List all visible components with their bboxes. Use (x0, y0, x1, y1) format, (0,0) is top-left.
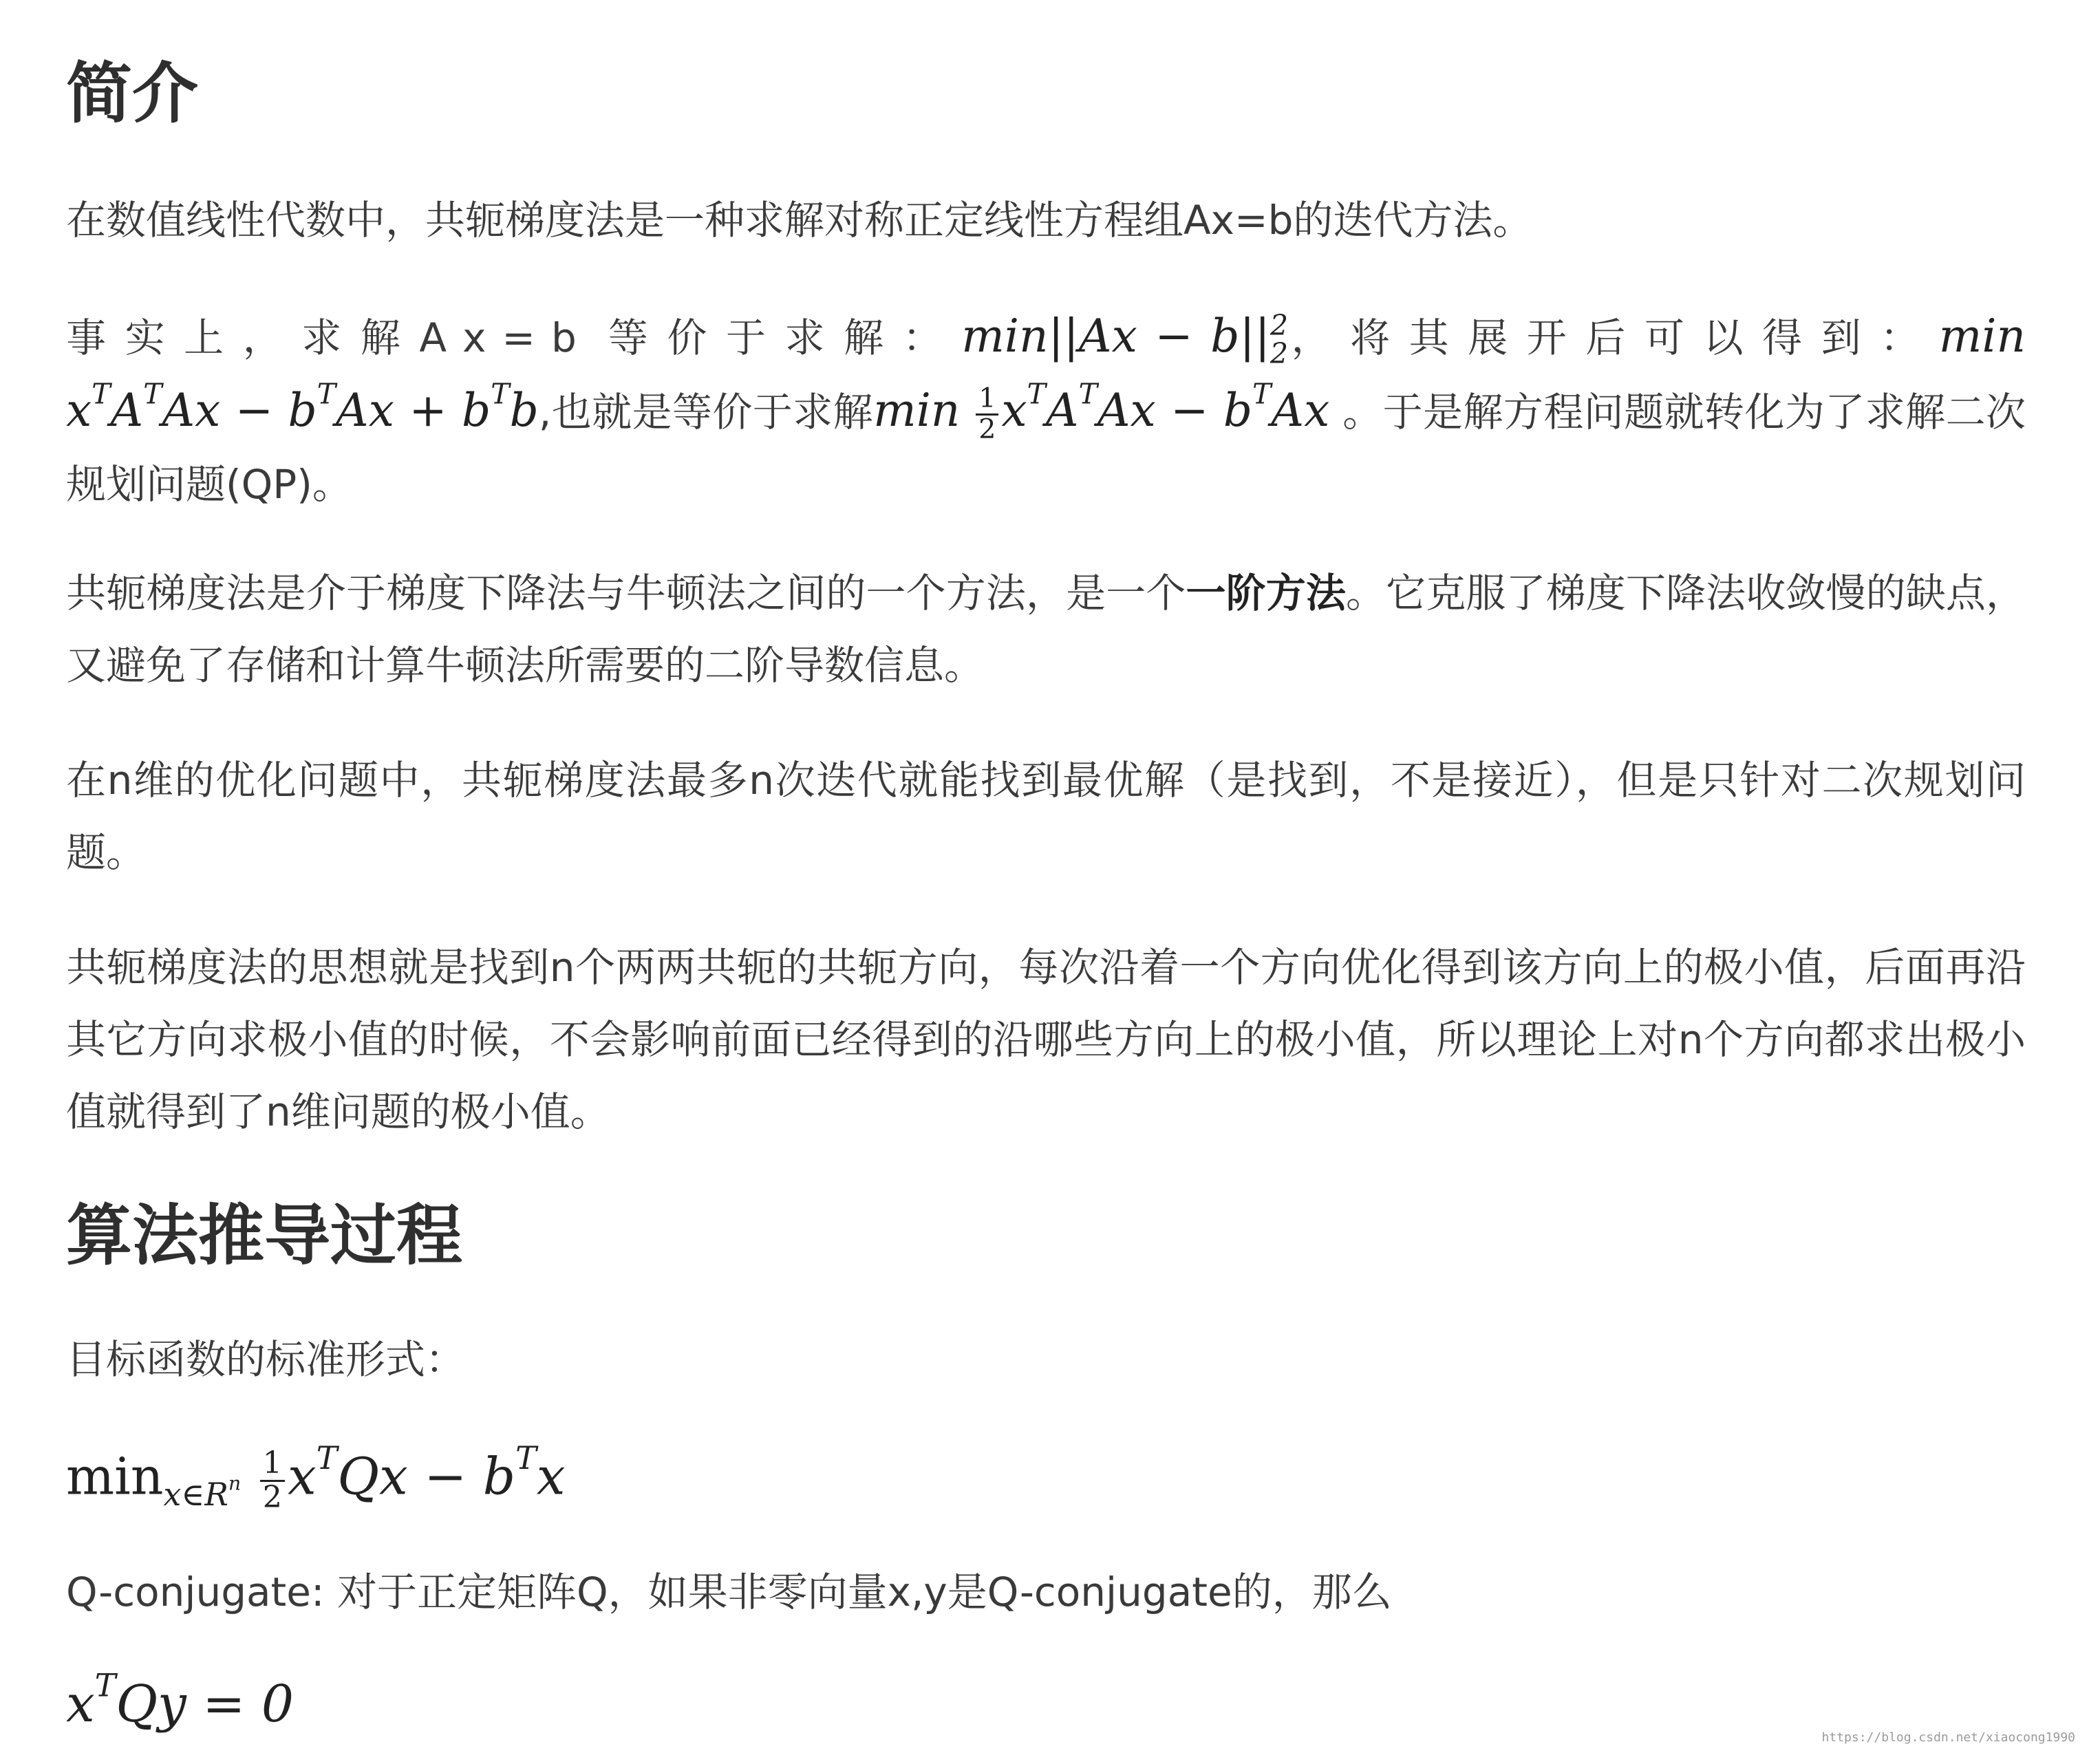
eq-min-sub-sup: n (228, 1471, 242, 1494)
math-norm-scripts (1270, 309, 1288, 370)
math-reduced (973, 377, 1330, 445)
math-expr1-a-sup: T (92, 377, 111, 411)
eq-min-sub: x∈R (163, 1475, 228, 1513)
eq-term-a: x (287, 1447, 317, 1507)
math-expr1-d: Ax + b (336, 384, 491, 437)
math-expr2-c: Ax − b (1097, 384, 1253, 437)
math-norm-body: min||Ax − b|| (961, 310, 1270, 363)
paragraph-objective-intro: 目标函数的标准形式： (66, 1336, 466, 1383)
text-before-bold: 共轭梯度法是介于梯度下降法与牛顿法之间的一个方法，是一个 (66, 570, 1186, 616)
math-norm-sup: 2 (1270, 309, 1288, 343)
eq-min: min (66, 1447, 164, 1507)
text-lead: 事实上，求解 (66, 314, 420, 361)
equation-conjugacy (66, 1666, 294, 1734)
text-mid: ,也就是等价于求解 (538, 389, 874, 435)
section-heading-derivation: 算法推导过程 (66, 1197, 462, 1274)
eq-cond-a: x (66, 1675, 95, 1734)
paragraph-idea: 共轭梯度法的思想就是找到n个两两共轭的共轭方向，每次沿着一个方向优化得到该方向上的极小值，后面再沿其它方向求极小值的时候，不会影响前面已经得到的沿哪些方向上的极小值，所以理论上对n个方向都求出极小值就得到了n维问题的极小值。 (66, 944, 2026, 1135)
math-expr2-a-sup: T (1027, 377, 1046, 411)
paragraph-n-iterations: 在n维的优化问题中，共轭梯度法最多n次迭代就能找到最优解（是找到，不是接近），但是只针对二次规划问题。 (66, 757, 2026, 876)
eq-fraction-numerator: 1 (260, 1448, 285, 1482)
math-expr2-d: Ax (1271, 384, 1330, 437)
text-tail: 。于是解方程问题就转化为了求解二次规划问题(QP)。 (66, 389, 2026, 508)
fraction-numerator: 1 (976, 385, 998, 416)
math-expr2-c-sup: T (1252, 377, 1272, 411)
math-expr1-c: Ax − b (162, 384, 317, 437)
text-equation: Ax=b (419, 314, 592, 361)
paragraph-equivalence (66, 300, 2026, 521)
watermark-url: https://blog.csdn.net/xiaocong1990 (1821, 1730, 2075, 1745)
text-after-bold: 。它克服了梯度下降法收敛慢的缺点，又避免了存储和计算牛顿法所需要的二阶导数信息。 (66, 570, 2026, 689)
eq-fraction (260, 1445, 285, 1515)
math-expr1-e: b (509, 384, 539, 437)
math-expr1-a: x (66, 384, 92, 437)
math-expr1-d-sup: T (491, 377, 510, 411)
section-heading-intro: 简介 (66, 55, 198, 132)
math-norm-sub: 2 (1270, 337, 1288, 370)
text-equiv: 等价于求解： (608, 314, 962, 361)
math-expr1-b: A (110, 384, 144, 437)
fraction-denominator: 2 (978, 413, 996, 445)
math-expr1-c-sup: T (317, 377, 336, 411)
eq-cond-b: Qy = 0 (116, 1675, 294, 1734)
math-min: min (1938, 310, 2026, 363)
math-expanded (66, 377, 539, 437)
math-fraction (976, 382, 998, 445)
paragraph-intro: 在数值线性代数中，共轭梯度法是一种求解对称正定线性方程组Ax=b的迭代方法。 (66, 197, 1533, 244)
eq-term-b-sup: T (515, 1439, 537, 1476)
paragraph-method-position (66, 557, 2026, 702)
text-then: ，将其展开后可以得到： (1287, 314, 1939, 361)
math-expr2-b: A (1045, 384, 1079, 437)
eq-cond-a-sup: T (94, 1666, 116, 1704)
eq-term-a-sup: T (316, 1439, 338, 1476)
equation-objective (66, 1439, 566, 1515)
math-norm (961, 309, 1288, 370)
text-bold-first-order: 一阶方法 (1186, 570, 1346, 616)
math-expr1-b-sup: T (143, 377, 162, 411)
eq-fraction-denominator: 2 (262, 1479, 282, 1515)
eq-term-c: x (536, 1447, 566, 1507)
math-expr2-a: x (1001, 384, 1027, 437)
paragraph-q-conjugate: Q-conjugate: 对于正定矩阵Q，如果非零向量x,y是Q-conjugate的，那么 (66, 1569, 1392, 1615)
math-min-2: min (873, 384, 961, 437)
math-expr2-b-sup: T (1078, 377, 1097, 411)
eq-term-b: Qx − b (337, 1447, 516, 1507)
